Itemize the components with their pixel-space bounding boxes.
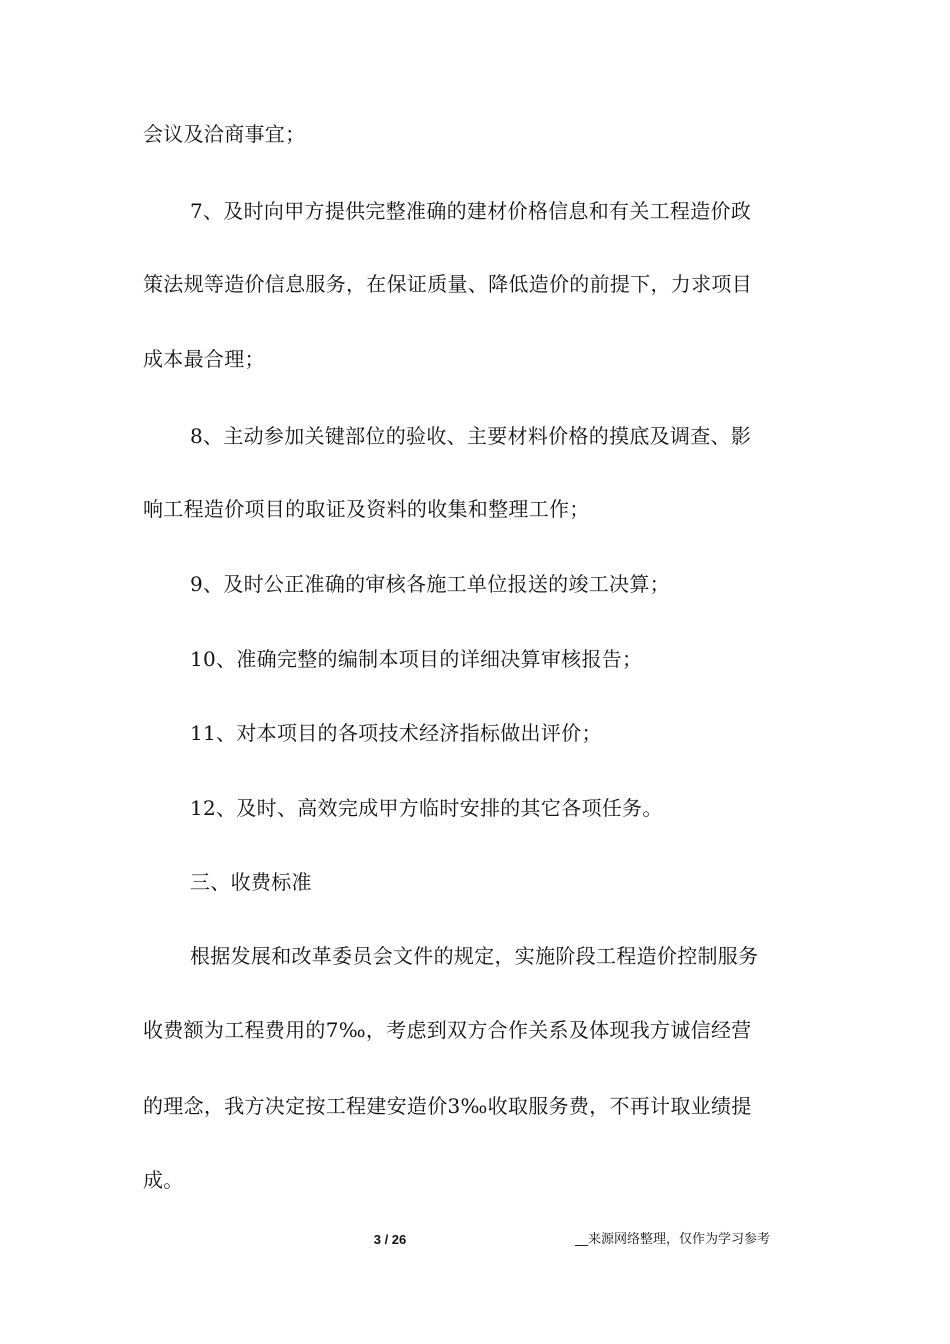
paragraph-line: 的理念，我方决定按工程建安造价3‰收取服务费，不再计取业绩提 <box>143 1094 752 1118</box>
paragraph-line: 根据发展和改革委员会文件的规定，实施阶段工程造价控制服务 <box>190 944 759 968</box>
section-heading: 三、收费标准 <box>190 870 312 894</box>
paragraph-line: 成。 <box>143 1168 184 1192</box>
text-line: 会议及洽商事宜； <box>143 122 306 146</box>
list-item-12: 12、及时、高效完成甲方临时安排的其它各项任务。 <box>190 796 663 820</box>
list-item-11: 11、对本项目的各项技术经济指标做出评价； <box>190 721 602 745</box>
page-number: 3 / 26 <box>373 1232 407 1247</box>
list-item-10: 10、准确完整的编制本项目的详细决算审核报告； <box>190 647 643 671</box>
list-item-9: 9、及时公正准确的审核各施工单位报送的竣工决算； <box>190 572 670 596</box>
text-line: 策法规等造价信息服务，在保证质量、降低造价的前提下，力求项目 <box>143 272 752 296</box>
list-item-7: 7、及时向甲方提供完整准确的建材价格信息和有关工程造价政 <box>190 199 752 223</box>
paragraph-line: 收费额为工程费用的7‰，考虑到双方合作关系及体现我方诚信经营 <box>143 1018 752 1042</box>
text-line: 响工程造价项目的取证及资料的收集和整理工作； <box>143 497 590 521</box>
list-item-8: 8、主动参加关键部位的验收、主要材料价格的摸底及调查、影 <box>190 424 752 448</box>
source-note: __来源网络整理，仅作为学习参考 <box>575 1232 771 1247</box>
text-line: 成本最合理； <box>143 347 265 371</box>
